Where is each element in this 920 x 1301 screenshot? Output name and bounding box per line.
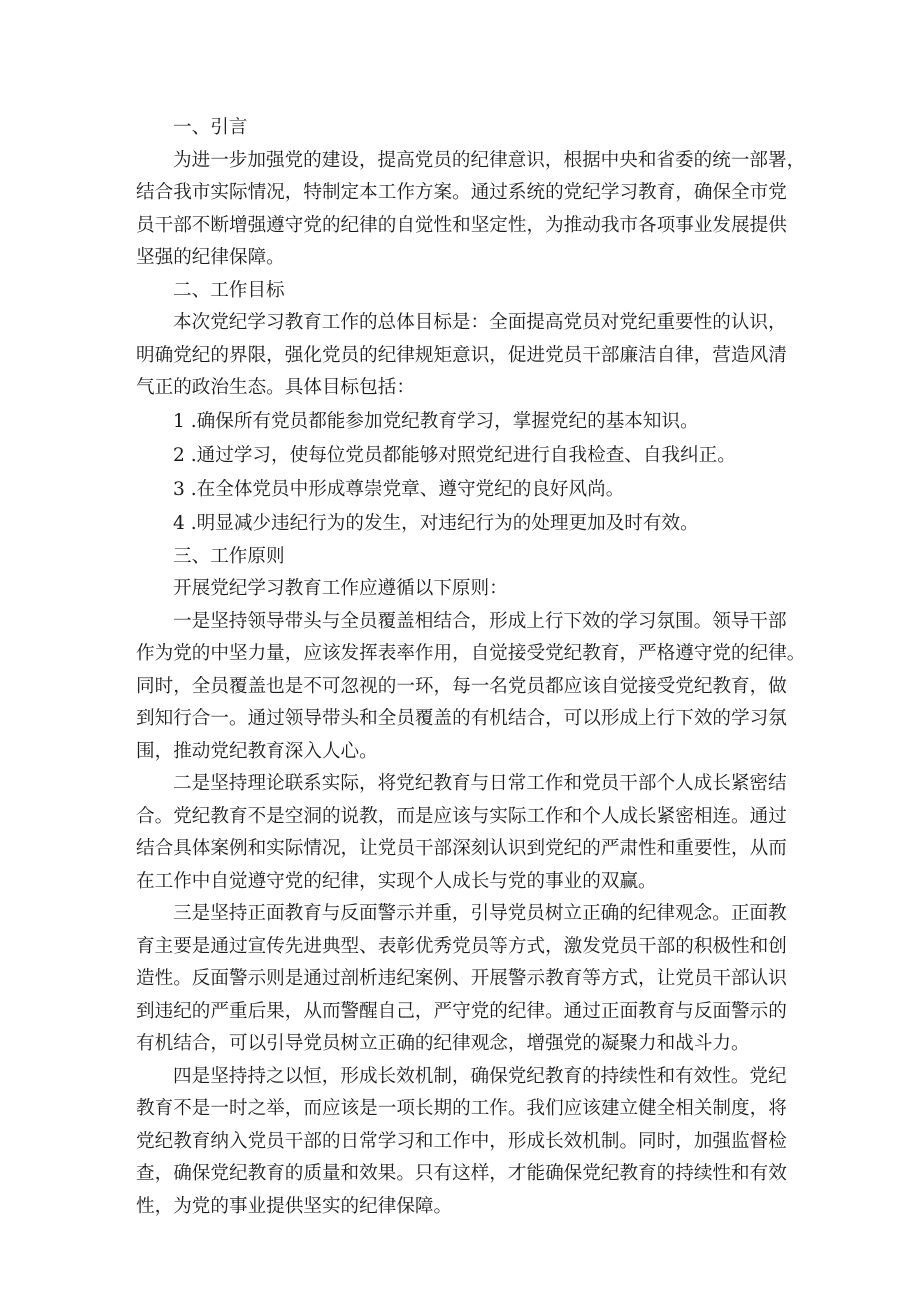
paragraph-line: 合。党纪教育不是空洞的说教，而是应该与实际工作和个人成长紧密相连。通过 [136,805,787,827]
paragraph-line: 为进一步加强党的建设，提高党员的纪律意识，根据中央和省委的统一部署， [173,149,806,171]
principle-paragraph [136,898,787,1061]
document-page [136,112,806,1223]
paragraph-line: 性，为党的事业提供坚实的纪律保障。 [136,1195,453,1217]
paragraph-line: 围，推动党纪教育深入人心。 [136,740,378,762]
paragraph-line: 同时，全员覆盖也是不可忽视的一环，每一名党员都应该自觉接受党纪教育，做 [136,675,787,697]
paragraph-line: 造性。反面警示则是通过剖析违纪案例、开展警示教育等方式，让党员干部认识 [136,968,787,989]
paragraph-line: 结合我市实际情况，特制定本工作方案。通过系统的党纪学习教育，确保全市党 [136,182,787,203]
goal-item: 1 .确保所有党员都能参加党纪教育学习，掌握党纪的基本知识。 [173,410,699,432]
paragraph-line: 开展党纪学习教育工作应遵循以下原则： [173,578,508,599]
section-heading-goals: 二、工作目标 [173,279,285,301]
paragraph-line: 三是坚持正面教育与反面警示并重，引导党员树立正确的纪律观念。正面教 [173,903,787,924]
principle-paragraph [136,606,806,769]
section-heading-introduction: 一、引言 [173,117,248,138]
paragraph-line: 育主要是通过宣传先进典型、表彰优秀党员等方式，激发党员干部的积极性和创 [136,935,787,957]
section-heading-principles: 三、工作原则 [173,545,285,567]
paragraph-line: 员干部不断增强遵守党的纪律的自觉性和坚定性，为推动我市各项事业发展提供 [136,214,787,236]
paragraph-line: 气正的政治生态。具体目标包括： [136,377,415,398]
principle-paragraph [136,768,787,898]
goal-item: 2 .通过学习，使每位党员都能够对照党纪进行自我检查、自我纠正。 [173,444,736,466]
principle-paragraph [136,1061,787,1224]
paragraph-line: 有机结合，可以引导党员树立正确的纪律观念，增强党的凝聚力和战斗力。 [136,1033,750,1054]
paragraph-line: 在工作中自觉遵守党的纪律，实现个人成长与党的事业的双赢。 [136,870,657,892]
paragraph-line: 教育不是一时之举，而应该是一项长期的工作。我们应该建立健全相关制度，将 [136,1098,787,1119]
paragraph-line: 党纪教育纳入党员干部的日常学习和工作中，形成长效机制。同时，加强监督检 [136,1130,787,1152]
paragraph-line: 明确党纪的界限，强化党员的纪律规矩意识，促进党员干部廉洁自律，营造风清 [136,344,787,366]
goal-item: 4 .明显减少违纪行为的发生，对违纪行为的处理更加及时有效。 [173,512,699,534]
paragraph-line: 四是坚持持之以恒，形成长效机制，确保党纪教育的持续性和有效性。党纪 [173,1065,787,1087]
paragraph-line: 一是坚持领导带头与全员覆盖相结合，形成上行下效的学习氛围。领导干部 [173,610,787,632]
paragraph-line: 到违纪的严重后果，从而警醒自己，严守党的纪律。通过正面教育与反面警示的 [136,1000,787,1022]
paragraph-line: 查，确保党纪教育的质量和效果。只有这样，才能确保党纪教育的持续性和有效 [136,1163,787,1184]
paragraph-line: 本次党纪学习教育工作的总体目标是：全面提高党员对党纪重要性的认识， [173,312,787,333]
paragraph-line: 作为党的中坚力量，应该发挥表率作用，自觉接受党纪教育，严格遵守党的纪律。 [136,643,806,664]
paragraph-line: 到知行合一。通过领导带头和全员覆盖的有机结合，可以形成上行下效的学习氛 [136,708,787,729]
paragraph-line: 结合具体案例和实际情况，让党员干部深刻认识到党纪的严肃性和重要性，从而 [136,838,787,859]
paragraph-line: 二是坚持理论联系实际，将党纪教育与日常工作和党员干部个人成长紧密结 [173,773,787,794]
paragraph-line: 坚强的纪律保障。 [136,247,285,268]
goal-item: 3 .在全体党员中形成尊崇党章、遵守党纪的良好风尚。 [173,478,625,500]
